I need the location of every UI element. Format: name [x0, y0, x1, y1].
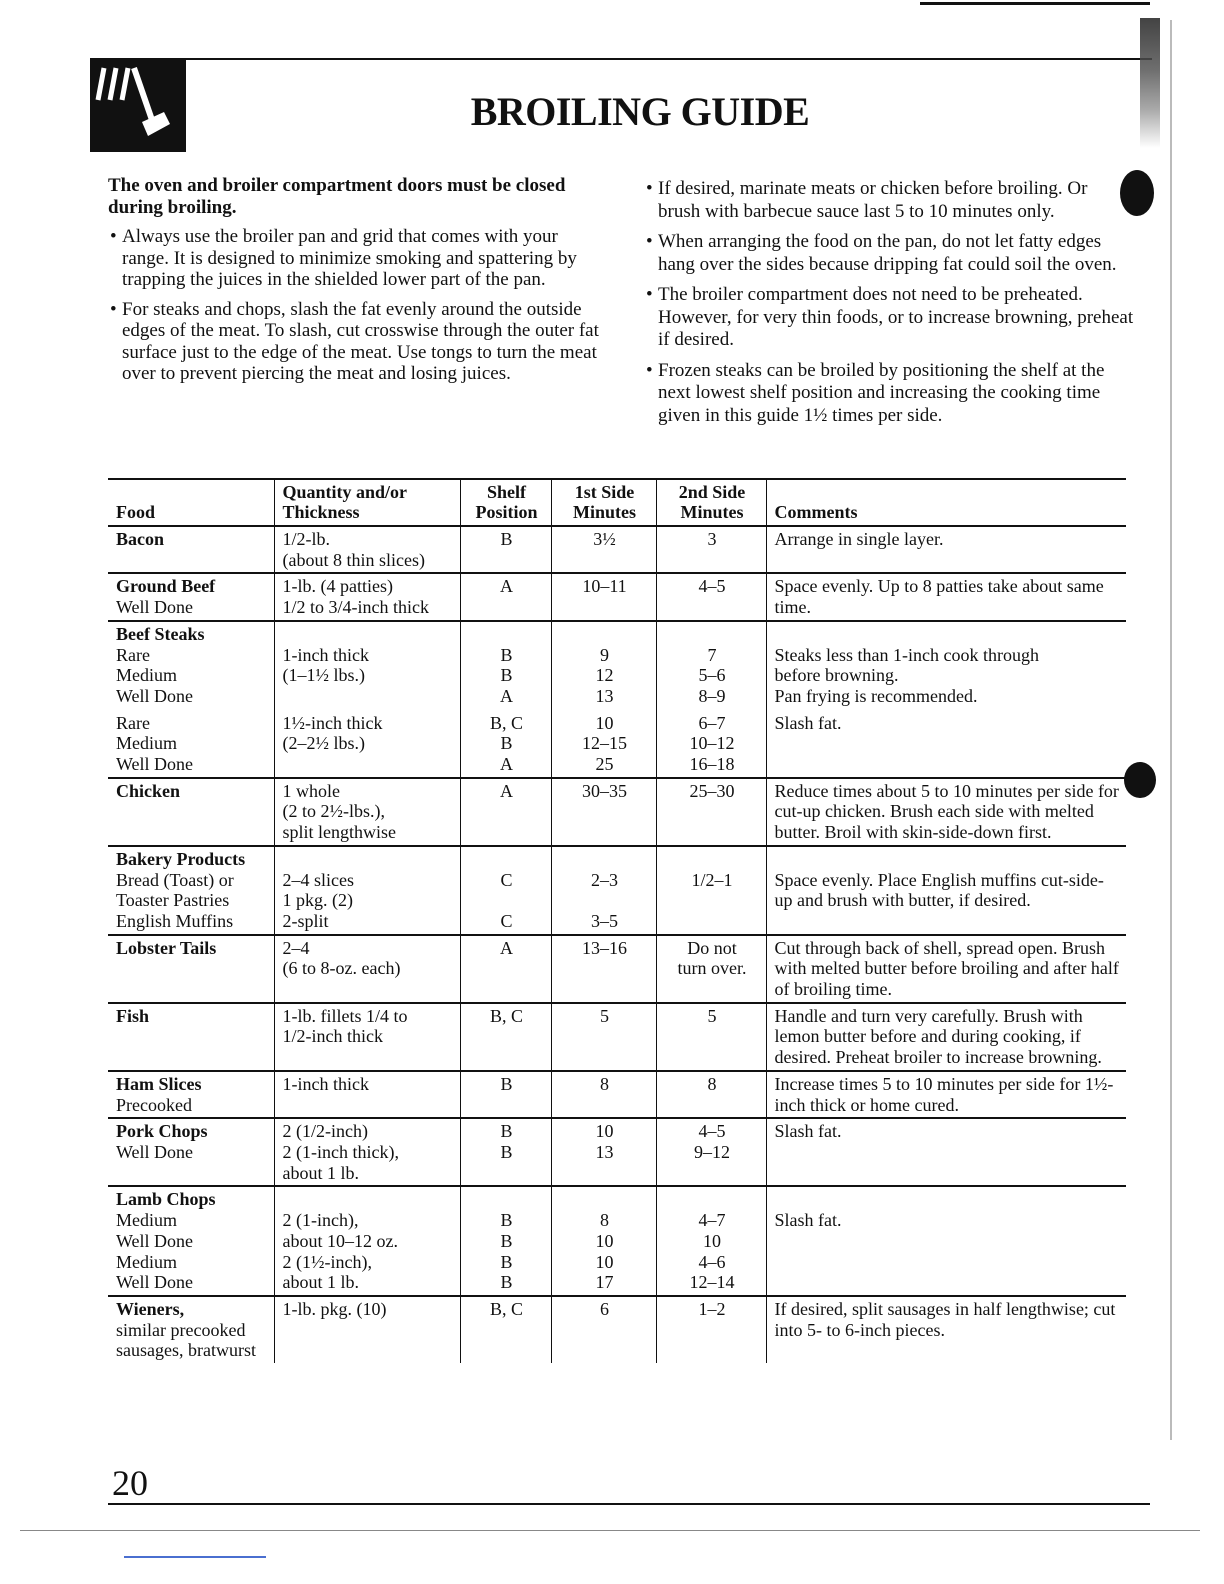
- binder-hole-mark: [1124, 762, 1156, 798]
- top-edge-rule: [920, 2, 1150, 5]
- shelf-line: B: [500, 1121, 513, 1142]
- table-row: [108, 621, 1126, 778]
- food-cell: [108, 573, 274, 620]
- comments-cell: [766, 846, 1126, 935]
- shelf-line: B: [500, 1141, 513, 1162]
- quantity-line: split lengthwise: [282, 822, 396, 843]
- first-side-line: 9: [600, 644, 609, 665]
- second-side-line: 10: [703, 1230, 721, 1251]
- first-side-line: 10: [595, 712, 614, 733]
- food-variant: Toaster Pastries: [116, 890, 230, 911]
- second-side-cell: [656, 573, 766, 620]
- food-variant: Well Done: [116, 685, 194, 706]
- quantity-line: 2 (1½-inch),: [282, 1251, 372, 1272]
- first-side-line: [560, 624, 650, 645]
- table-row: [108, 526, 1126, 573]
- food-cell: [108, 621, 274, 778]
- left-tips-list: [108, 226, 608, 385]
- shelf-line: B: [500, 644, 513, 665]
- comments-line: [775, 849, 1121, 870]
- second-side-cell: [656, 935, 766, 1003]
- first-side-line: 3–5: [591, 910, 618, 931]
- comments-cell: [766, 1071, 1126, 1118]
- header-rule: [90, 58, 1152, 60]
- food-cell: [108, 526, 274, 573]
- comments-line: Reduce times about 5 to 10 minutes per side for cut-up chicken. Brush each side with melted butter. Broil with skin-side-down first.: [774, 780, 1119, 843]
- quantity-line: [283, 624, 454, 645]
- second-side-line: 12–14: [689, 1272, 735, 1293]
- quantity-line: [283, 1189, 454, 1210]
- food-variant: Bread (Toast) or: [116, 869, 234, 890]
- first-side-line: 3½: [593, 529, 616, 549]
- quantity-cell: [274, 935, 460, 1003]
- second-side-line: 3: [707, 529, 717, 549]
- food-cell: [108, 935, 274, 1003]
- comments-cell: [766, 1118, 1126, 1186]
- table-row: [108, 1071, 1126, 1118]
- second-side-line: 1/2–1: [691, 869, 733, 890]
- quantity-line: 1-inch thick: [282, 644, 369, 665]
- shelf-cell: [460, 935, 551, 1003]
- second-side-line: 8: [707, 1073, 717, 1094]
- food-variant: Well Done: [116, 597, 194, 618]
- header-comments: Comments: [766, 479, 1126, 526]
- broiler-logo-icon: [90, 60, 186, 152]
- quantity-line: 1-lb. fillets 1/4 to: [282, 1005, 408, 1026]
- food-name: Beef Steaks: [116, 623, 205, 644]
- food-variant: Rare: [116, 712, 150, 733]
- quantity-line: 1-lb. (4 patties): [282, 576, 393, 597]
- first-side-cell: [551, 1003, 656, 1071]
- scan-bottom-line: [20, 1530, 1200, 1531]
- second-side-line: 4–5: [698, 1121, 726, 1142]
- comments-line: [775, 733, 1121, 754]
- first-side-cell: [551, 621, 656, 778]
- second-side-line: 4–7: [698, 1210, 726, 1231]
- second-side-cell: [656, 621, 766, 778]
- tip-arranging: • When arranging the food on the pan, do not let fatty edges hang over the sides because dripping fat could soil the oven.: [644, 231, 1134, 276]
- tip-frozen-steaks: • Frozen steaks can be broiled by positioning the shelf at the next lowest shelf position and increasing the cooking time given in this guide 1½ times per side.: [644, 360, 1134, 428]
- first-side-line: 8: [600, 1210, 609, 1231]
- quantity-line: 2 (1-inch),: [282, 1210, 359, 1231]
- second-side-cell: [656, 778, 766, 846]
- shelf-line: A: [500, 754, 513, 775]
- tip-broiler-pan: • Always use the broiler pan and grid that comes with your range. It is designed to minimize smoking and spattering by trapping the juices in the shielded lower part of the pan.: [108, 226, 608, 291]
- quantity-cell: [274, 1296, 460, 1363]
- quantity-line: 1-lb. pkg. (10): [282, 1298, 387, 1319]
- shelf-cell: [460, 573, 551, 620]
- second-side-line: 6–7: [698, 712, 726, 733]
- shelf-line: [469, 890, 545, 911]
- first-side-line: 13–16: [582, 937, 627, 958]
- first-side-cell: [551, 1071, 656, 1118]
- shelf-line: B: [500, 1272, 513, 1293]
- first-side-line: 13: [595, 1141, 614, 1162]
- broiling-table: [108, 478, 1126, 1363]
- footer-rule: [108, 1503, 1150, 1505]
- food-cell: [108, 1071, 274, 1118]
- food-variant: Rare: [116, 644, 150, 665]
- door-warning: The oven and broiler compartment doors must be closed during broiling.: [108, 175, 566, 218]
- comments-line: before browning.: [774, 665, 899, 686]
- shelf-line: B, C: [489, 712, 523, 733]
- intro-right-column: [644, 178, 1134, 435]
- shelf-line: B: [500, 733, 513, 754]
- shelf-cell: [460, 621, 551, 778]
- shelf-line: [469, 849, 545, 870]
- comments-line: [775, 624, 1121, 645]
- food-variant: Medium: [116, 733, 177, 754]
- header-food: Food: [108, 479, 274, 526]
- first-side-line: 10: [595, 1121, 614, 1142]
- first-side-cell: [551, 1186, 656, 1296]
- shelf-line: [469, 1189, 545, 1210]
- second-side-line: 4–5: [698, 576, 726, 597]
- comments-cell: [766, 935, 1126, 1003]
- shelf-line: B: [500, 1251, 513, 1272]
- food-name: Lobster Tails: [116, 937, 217, 958]
- second-side-line: Do not: [687, 937, 737, 958]
- shelf-line: A: [500, 780, 513, 801]
- second-side-line: 7: [707, 644, 717, 665]
- food-variant: Well Done: [116, 754, 194, 775]
- food-name: Bacon: [116, 529, 165, 549]
- second-side-line: 1–2: [698, 1298, 726, 1319]
- quantity-line: 1/2 to 3/4-inch thick: [282, 597, 429, 618]
- first-side-line: 8: [600, 1073, 609, 1094]
- comments-cell: [766, 1003, 1126, 1071]
- first-side-line: 10: [595, 1251, 614, 1272]
- tip-marinate: • If desired, marinate meats or chicken before broiling. Or brush with barbecue sauce last 5 to 10 minutes only.: [644, 178, 1134, 223]
- food-cell: [108, 846, 274, 935]
- shelf-line: B: [500, 1230, 513, 1251]
- second-side-line: [665, 849, 760, 870]
- first-side-line: 12–15: [582, 733, 627, 754]
- quantity-cell: [274, 573, 460, 620]
- quantity-cell: [274, 1186, 460, 1296]
- quantity-line: about 1 lb.: [282, 1162, 359, 1183]
- food-variant: Well Done: [116, 1141, 194, 1162]
- second-side-line: 4–6: [698, 1251, 726, 1272]
- comments-line: Slash fat.: [774, 1210, 842, 1231]
- right-tips-list: [644, 178, 1134, 427]
- food-name: Ham Slices: [116, 1073, 202, 1094]
- quantity-line: 2–4: [282, 937, 310, 958]
- header-quantity: Quantity and/or Thickness: [274, 479, 460, 526]
- shelf-line: [469, 624, 545, 645]
- quantity-line: [283, 686, 454, 707]
- first-side-cell: [551, 573, 656, 620]
- quantity-cell: [274, 1003, 460, 1071]
- shelf-line: A: [500, 937, 513, 958]
- food-name: Chicken: [116, 780, 181, 801]
- header-second-side: 2nd Side Minutes: [656, 479, 766, 526]
- shelf-line: B: [500, 665, 513, 686]
- first-side-cell: [551, 846, 656, 935]
- food-variant: Medium: [116, 1210, 177, 1231]
- table-row: [108, 1186, 1126, 1296]
- shelf-cell: [460, 1003, 551, 1071]
- quantity-line: 2–4 slices: [282, 869, 354, 890]
- first-side-line: 5: [600, 1005, 609, 1026]
- table-header-row: [108, 479, 1126, 526]
- shelf-line: C: [500, 869, 513, 890]
- header-shelf: Shelf Position: [460, 479, 551, 526]
- scan-edge-line: [1170, 20, 1172, 1440]
- table-row: [108, 935, 1126, 1003]
- shelf-line: C: [500, 910, 513, 931]
- food-variant: English Muffins: [116, 910, 234, 931]
- table-row: [108, 846, 1126, 935]
- quantity-line: 2 (1/2-inch): [282, 1121, 368, 1142]
- food-cell: [108, 1186, 274, 1296]
- shelf-cell: [460, 1186, 551, 1296]
- comments-line: Space evenly. Up to 8 patties take about same time.: [774, 576, 1104, 618]
- quantity-line: 1 whole: [282, 780, 340, 801]
- quantity-line: (2–2½ lbs.): [282, 733, 365, 754]
- comments-line: Pan frying is recommended.: [774, 685, 978, 706]
- binder-hole-mark: [1120, 170, 1154, 216]
- food-cell: [108, 1296, 274, 1363]
- shelf-line: A: [500, 576, 513, 597]
- quantity-cell: [274, 621, 460, 778]
- first-side-line: 25: [595, 754, 614, 775]
- food-cell: [108, 1118, 274, 1186]
- first-side-cell: [551, 778, 656, 846]
- quantity-cell: [274, 1071, 460, 1118]
- comments-cell: [766, 1296, 1126, 1363]
- table-row: [108, 1296, 1126, 1363]
- quantity-line: 2 (1-inch thick),: [282, 1141, 399, 1162]
- comments-line: Slash fat.: [774, 1121, 842, 1142]
- second-side-line: 5–6: [698, 665, 726, 686]
- first-side-line: 6: [600, 1298, 609, 1319]
- shelf-cell: [460, 1296, 551, 1363]
- comments-line: Cut through back of shell, spread open. Brush with melted butter before broiling and after half of broiling time.: [774, 937, 1119, 1000]
- food-variant: sausages, bratwurst: [116, 1340, 256, 1361]
- quantity-line: 1/2-inch thick: [282, 1026, 383, 1047]
- second-side-cell: [656, 846, 766, 935]
- second-side-cell: [656, 1118, 766, 1186]
- comments-cell: [766, 526, 1126, 573]
- food-variant: Well Done: [116, 1272, 194, 1293]
- first-side-line: [560, 1189, 650, 1210]
- first-side-cell: [551, 526, 656, 573]
- second-side-line: turn over.: [677, 958, 747, 979]
- table-row: [108, 1118, 1126, 1186]
- quantity-cell: [274, 1118, 460, 1186]
- food-name: Lamb Chops: [116, 1189, 216, 1210]
- table-row: [108, 573, 1126, 620]
- comments-line: [775, 1189, 1121, 1210]
- second-side-line: [665, 1189, 760, 1210]
- shelf-cell: [460, 778, 551, 846]
- tip-preheat: • The broiler compartment does not need to be preheated. However, for very thin foods, or to increase browning, preheat if desired.: [644, 284, 1134, 352]
- first-side-line: [560, 849, 650, 870]
- second-side-line: [665, 624, 760, 645]
- comments-line: Increase times 5 to 10 minutes per side for 1½-inch thick or home cured.: [774, 1073, 1114, 1115]
- quantity-line: [283, 849, 454, 870]
- quantity-line: about 10–12 oz.: [282, 1230, 398, 1251]
- second-side-cell: [656, 526, 766, 573]
- quantity-line: 1 pkg. (2): [282, 890, 353, 911]
- second-side-cell: [656, 1296, 766, 1363]
- shelf-cell: [460, 1071, 551, 1118]
- food-name: Wieners,: [116, 1298, 185, 1319]
- food-cell: [108, 1003, 274, 1071]
- comments-cell: [766, 1186, 1126, 1296]
- first-side-cell: [551, 935, 656, 1003]
- page-number: 20: [112, 1463, 148, 1503]
- shelf-cell: [460, 846, 551, 935]
- first-side-line: 13: [595, 685, 614, 706]
- second-side-cell: [656, 1003, 766, 1071]
- quantity-line: (6 to 8-oz. each): [282, 958, 401, 979]
- second-side-line: [665, 911, 760, 932]
- first-side-cell: [551, 1118, 656, 1186]
- quantity-cell: [274, 778, 460, 846]
- quantity-line: (2 to 2½-lbs.),: [282, 801, 385, 822]
- quantity-line: 1-inch thick: [282, 1073, 369, 1094]
- comments-line: Slash fat.: [774, 712, 842, 733]
- quantity-line: 1/2-lb.: [282, 529, 330, 549]
- first-side-line: 10: [595, 1230, 614, 1251]
- intro-left-column: [108, 175, 608, 393]
- first-side-line: [560, 890, 650, 911]
- quantity-line: 1½-inch thick: [282, 712, 383, 733]
- comments-line: Steaks less than 1-inch cook through: [774, 644, 1039, 665]
- food-name: Pork Chops: [116, 1121, 208, 1142]
- food-variant: Medium: [116, 1251, 177, 1272]
- comments-line: Handle and turn very carefully. Brush with lemon butter before and during cooking, if desired. Preheat broiler to increase browning.: [774, 1005, 1102, 1068]
- second-side-line: 10–12: [689, 733, 735, 754]
- quantity-cell: [274, 526, 460, 573]
- comments-cell: [766, 778, 1126, 846]
- shelf-line: B, C: [489, 1298, 523, 1319]
- comments-line: Arrange in single layer.: [774, 529, 944, 549]
- food-variant: similar precooked: [116, 1319, 246, 1340]
- food-variant: Medium: [116, 665, 177, 686]
- shelf-line: B: [500, 529, 513, 549]
- food-name: Fish: [116, 1005, 150, 1026]
- shelf-line: B: [500, 1210, 513, 1231]
- first-side-line: 30–35: [582, 780, 627, 801]
- food-variant: Well Done: [116, 1230, 194, 1251]
- second-side-line: 5: [707, 1005, 717, 1026]
- page-title: BROILING GUIDE: [470, 89, 810, 134]
- comments-line: Space evenly. Place English muffins cut-side-up and brush with butter, if desired.: [774, 869, 1104, 911]
- second-side-line: 16–18: [689, 754, 735, 775]
- table-row: [108, 1003, 1126, 1071]
- first-side-line: 17: [595, 1272, 614, 1293]
- first-side-line: 2–3: [591, 869, 618, 890]
- food-variant: Precooked: [116, 1094, 192, 1115]
- comments-cell: [766, 621, 1126, 778]
- first-side-line: 12: [595, 665, 614, 686]
- shelf-cell: [460, 1118, 551, 1186]
- second-side-line: 9–12: [694, 1141, 730, 1162]
- quantity-line: about 1 lb.: [282, 1272, 359, 1293]
- second-side-line: 8–9: [698, 685, 726, 706]
- quantity-line: (1–1½ lbs.): [282, 665, 365, 686]
- quantity-line: (about 8 thin slices): [282, 549, 425, 570]
- shelf-cell: [460, 526, 551, 573]
- scan-edge-mark: [1140, 18, 1160, 148]
- food-name: Ground Beef: [116, 576, 216, 597]
- header-first-side: 1st Side Minutes: [551, 479, 656, 526]
- shelf-line: A: [500, 685, 513, 706]
- first-side-cell: [551, 1296, 656, 1363]
- quantity-line: [283, 754, 454, 775]
- second-side-cell: [656, 1186, 766, 1296]
- tip-slash-fat: • For steaks and chops, slash the fat evenly around the outside edges of the meat. To slash, cut crosswise through the outer fat surface just to the edge of the meat. Use tongs to turn the meat over to prevent piercing the meat and losing juices.: [108, 299, 608, 385]
- shelf-line: B, C: [489, 1005, 523, 1026]
- comments-line: If desired, split sausages in half lengthwise; cut into 5- to 6-inch pieces.: [774, 1298, 1116, 1340]
- shelf-line: B: [500, 1073, 513, 1094]
- comments-line: [775, 754, 1121, 775]
- table-row: [108, 778, 1126, 846]
- second-side-line: 25–30: [689, 780, 735, 801]
- second-side-line: [665, 890, 760, 911]
- food-cell: [108, 778, 274, 846]
- scan-blue-mark: [124, 1556, 266, 1558]
- second-side-cell: [656, 1071, 766, 1118]
- first-side-line: 10–11: [582, 576, 627, 597]
- quantity-cell: [274, 846, 460, 935]
- quantity-line: 2-split: [282, 910, 329, 931]
- food-name: Bakery Products: [116, 848, 246, 869]
- comments-cell: [766, 573, 1126, 620]
